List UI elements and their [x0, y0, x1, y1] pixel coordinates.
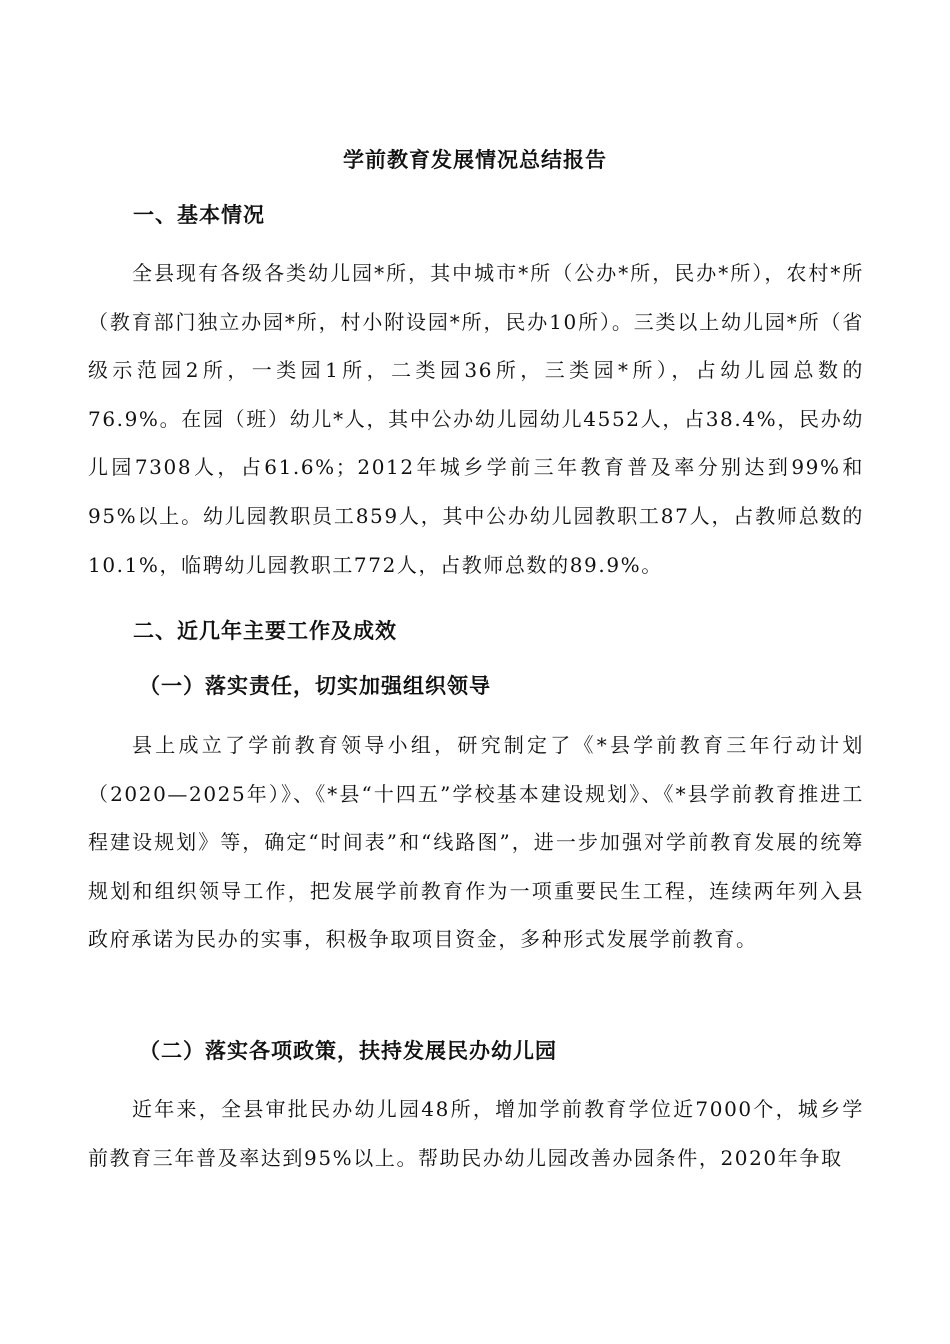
subsection-heading-responsibility: （一）落实责任，切实加强组织领导 — [139, 673, 491, 698]
section-heading-main-work: 二、近几年主要工作及成效 — [133, 618, 397, 643]
subsection-heading-private-kindergartens: （二）落实各项政策，扶持发展民办幼儿园 — [139, 1038, 557, 1063]
section-heading-basic-info: 一、基本情况 — [133, 202, 265, 227]
document-title: 学前教育发展情况总结报告 — [343, 147, 607, 172]
responsibility-paragraph: 县上成立了学前教育领导小组，研究制定了《*县学前教育三年行动计划（2020—2025年）》、《*县“十四五”学校基本建设规划》、《*县学前教育推进工程建设规划》等，确定“时间表”和“线路图”，进一步加强对学前教育发展的统筹规划和组织领导工作，把发展学前教育作为一项重要民生工程，连续两年列入县政府承诺为民办的实事，积极争取项目资金，多种形式发展学前教育。 — [88, 733, 864, 952]
basic-info-paragraph: 全县现有各级各类幼儿园*所，其中城市*所（公办*所，民办*所），农村*所（教育部门独立办园*所，村小附设园*所，民办10所）。三类以上幼儿园*所（省级示范园2所，一类园1所，二类园36所，三类园*所），占幼儿园总数的76.9%。在园（班）幼儿*人，其中公办幼儿园幼儿4552人，占38.4%，民办幼儿园7308人，占61.6%；2012年城乡学前三年教育普及率分别达到99%和95%以上。幼儿园教职员工859人，其中公办幼儿园教职工87人，占教师总数的10.1%，临聘幼儿园教职工772人，占教师总数的89.9%。 — [88, 261, 864, 577]
private-kindergartens-paragraph: 近年来，全县审批民办幼儿园48所，增加学前教育学位近7000个，城乡学前教育三年普及率达到95%以上。帮助民办幼儿园改善办园条件，2020年争取 — [88, 1097, 864, 1170]
